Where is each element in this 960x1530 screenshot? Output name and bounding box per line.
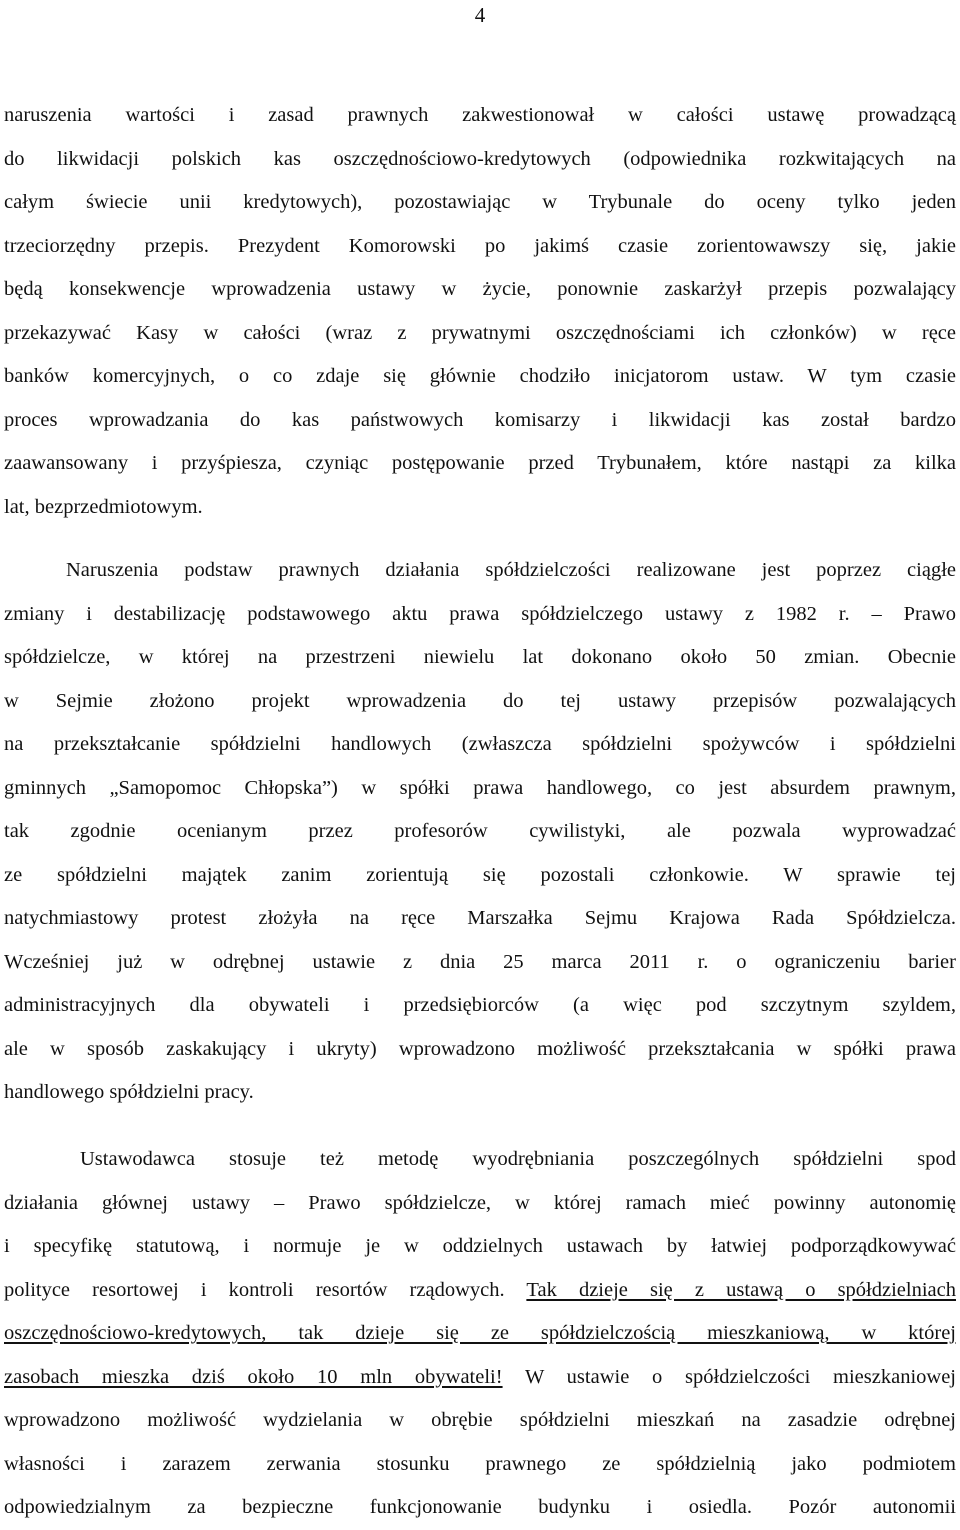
text-line: spółdzielcze, w której na przestrzeni niewielu lat dokonano około 50 zmian. Obecnie xyxy=(4,646,956,668)
text-line xyxy=(4,1269,956,1313)
text-line: Ustawodawca stosuje też metodę wyodrębniania poszczególnych spółdzielni spod xyxy=(80,1148,956,1170)
text-line: natychmiastowy protest złożyła na ręce Marszałka Sejmu Krajowa Rada Spółdzielcza. xyxy=(4,907,956,929)
text-line: ale w sposób zaskakujący i ukryty) wprowadzono możliwość przekształcania w spółki prawa xyxy=(4,1037,956,1060)
paragraph-1 xyxy=(4,94,956,529)
text-line: i specyfikę statutową, i normuje je w oddzielnych ustawach by łatwiej podporządkowywać xyxy=(4,1235,956,1257)
text-line xyxy=(4,1356,956,1400)
text-line: będą konsekwencje wprowadzenia ustawy w życie, ponownie zaskarżył przepis pozwalający xyxy=(4,278,956,300)
text-line: administracyjnych dla obywateli i przedsiębiorców (a więc pod szczytnym szyldem, xyxy=(4,994,956,1016)
text-line: proces wprowadzania do kas państwowych komisarzy i likwidacji kas został bardzo xyxy=(4,408,956,431)
page-number: 4 xyxy=(474,3,486,27)
text-line: trzeciorzędny przepis. Prezydent Komorowski po jakimś czasie zorientowawszy się, jakie xyxy=(4,234,956,257)
underlined-text-line: oszczędnościowo-kredytowych, tak dzieje się ze spółdzielczością mieszkaniową, w której xyxy=(4,1322,956,1344)
text-line: banków komercyjnych, o co zdaje się głównie chodziło inicjatorom ustaw. W tym czasie xyxy=(4,365,956,387)
text-segment: polityce resortowej i kontroli resortów rządowych. xyxy=(4,1278,527,1301)
text-line: zaawansowany i przyśpiesza, czyniąc postępowanie przed Trybunałem, które nastąpi za kilka xyxy=(4,452,956,474)
text-line: w Sejmie złożono projekt wprowadzenia do tej ustawy przepisów pozwalających xyxy=(4,689,956,712)
text-line: ze spółdzielni majątek zanim zorientują się pozostali członkowie. W sprawie tej xyxy=(4,863,956,886)
underlined-text: zasobach mieszka dziś około 10 mln obywateli! xyxy=(4,1365,503,1388)
text-line: własności i zarazem zerwania stosunku prawnego ze spółdzielnią jako podmiotem xyxy=(4,1452,956,1475)
text-line: przekazywać Kasy w całości (wraz z prywatnymi oszczędnościami ich członków) w ręce xyxy=(4,321,956,344)
text-line: do likwidacji polskich kas oszczędnościowo-kredytowych (odpowiednika rozkwitających na xyxy=(4,147,956,170)
text-line: naruszenia wartości i zasad prawnych zakwestionował w całości ustawę prowadzącą xyxy=(4,104,956,126)
text-line: wprowadzono możliwość wydzielania w obrębie spółdzielni mieszkań na zasadzie odrębnej xyxy=(4,1409,956,1431)
text-line: na przekształcanie spółdzielni handlowych (zwłaszcza spółdzielni spożywców i spółdzielni xyxy=(4,733,956,755)
underlined-text: Tak dzieje się z ustawą o spółdzielniach xyxy=(526,1278,956,1301)
paragraph-3 xyxy=(4,1138,956,1530)
text-line: odpowiedzialnym za bezpieczne funkcjonowanie budynku i osiedla. Pozór autonomii xyxy=(4,1496,956,1518)
text-line: zmiany i destabilizację podstawowego aktu prawa spółdzielczego ustawy z 1982 r. – Prawo xyxy=(4,602,956,625)
text-line: całym świecie unii kredytowych), pozostawiając w Trybunale do oceny tylko jeden xyxy=(4,191,956,213)
paragraph-2 xyxy=(4,549,956,1115)
text-line: Wcześniej już w odrębnej ustawie z dnia 25 marca 2011 r. o ograniczeniu barier xyxy=(4,950,956,973)
text-segment: W ustawie o spółdzielczości mieszkaniowej xyxy=(502,1365,956,1388)
text-line: lat, bezprzedmiotowym. xyxy=(4,495,203,518)
text-line: Naruszenia podstaw prawnych działania spółdzielczości realizowane jest poprzez ciągłe xyxy=(66,559,956,581)
text-line: handlowego spółdzielni pracy. xyxy=(4,1081,254,1103)
text-line: działania głównej ustawy – Prawo spółdzielcze, w której ramach mieć powinny autonomię xyxy=(4,1191,956,1214)
text-line: tak zgodnie ocenianym przez profesorów cywilistyki, ale pozwala wyprowadzać xyxy=(4,820,956,842)
text-line: gminnych „Samopomoc Chłopska”) w spółki prawa handlowego, co jest absurdem prawnym, xyxy=(4,776,956,799)
